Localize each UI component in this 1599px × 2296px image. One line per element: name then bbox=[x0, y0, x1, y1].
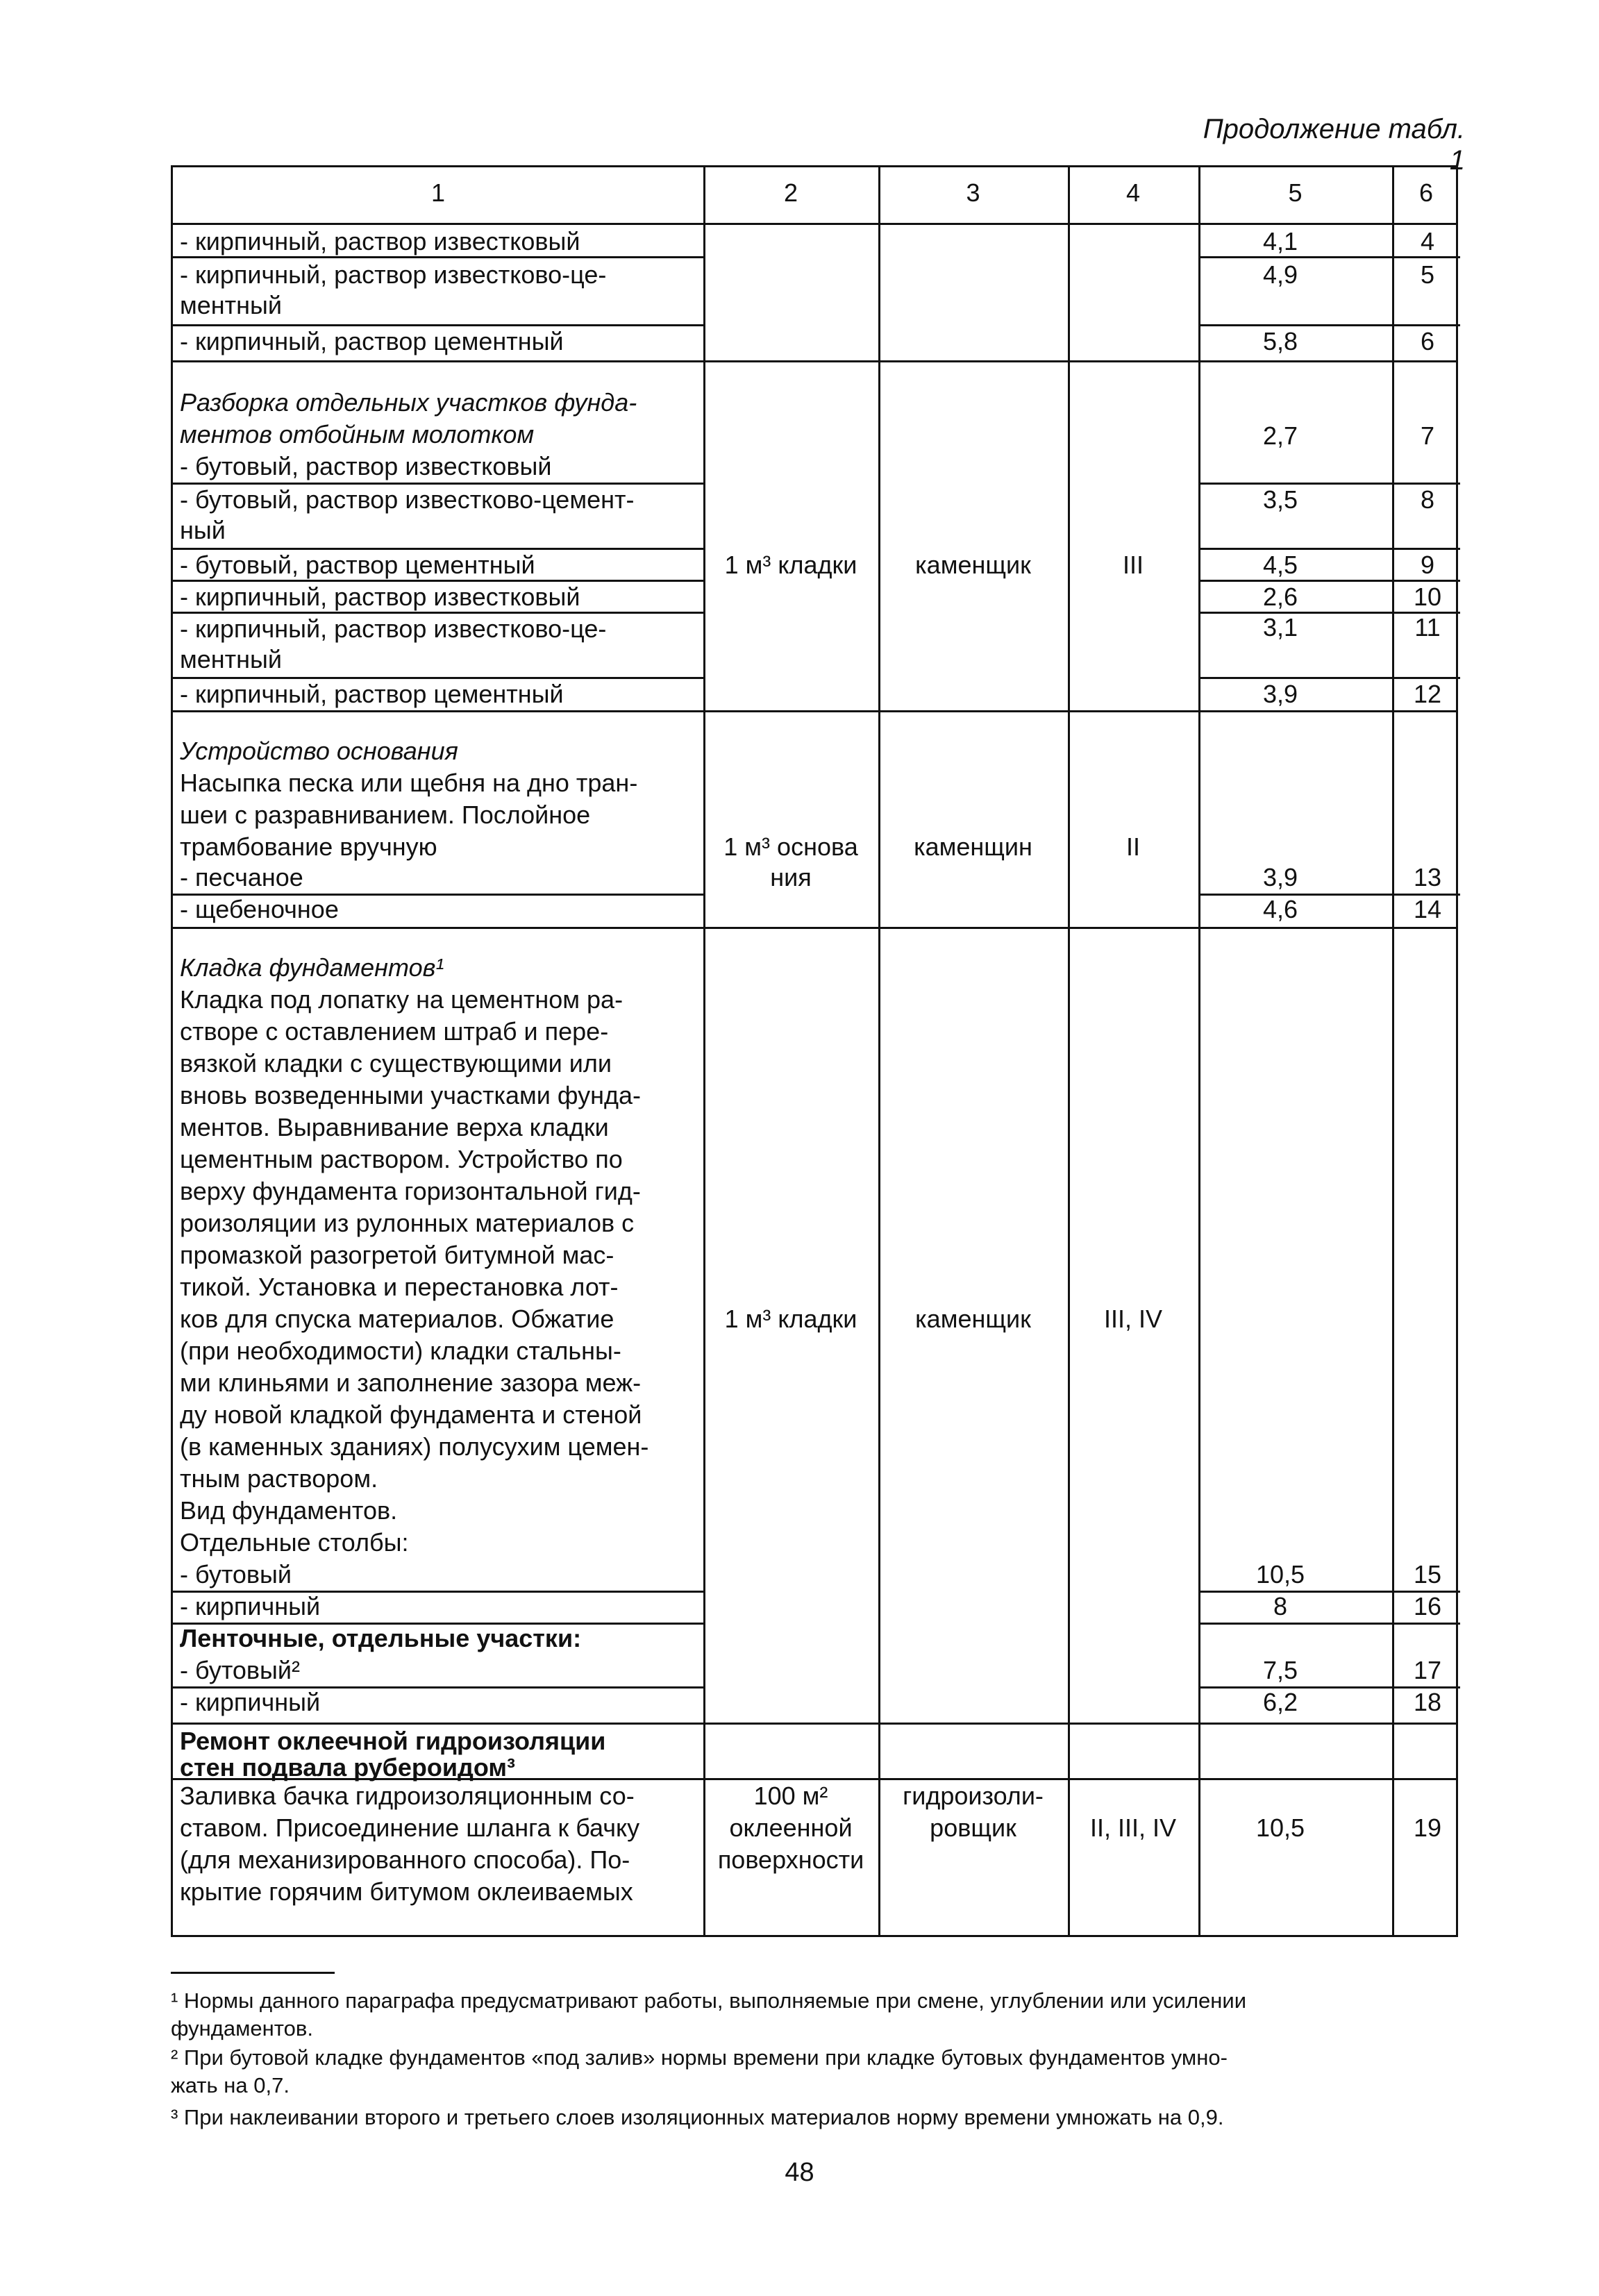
time-norm: 7,5 bbox=[1262, 1656, 1298, 1684]
column-number: 4 bbox=[1125, 178, 1141, 207]
column-divider bbox=[878, 167, 880, 1778]
section-description: вновь возведенными участками фунда- bbox=[180, 1081, 642, 1109]
row-number: 12 bbox=[1413, 680, 1442, 708]
section-description: ду новой кладкой фундамента и стеной bbox=[180, 1400, 642, 1429]
time-norm: 3,9 bbox=[1262, 680, 1298, 708]
column-number: 6 bbox=[1418, 178, 1434, 207]
section-description: створе с оставлением штраб и пере- bbox=[180, 1017, 609, 1046]
unit-of-measure: 1 м³ основа bbox=[723, 832, 858, 861]
column-divider bbox=[1198, 1777, 1200, 1935]
section-description: цементным раствором. Устройство по bbox=[180, 1145, 623, 1173]
footnote-1-continuation: фундаментов. bbox=[171, 2016, 313, 2041]
section-description: Насыпка песка или щебня на дно тран- bbox=[180, 769, 638, 797]
row-label: - кирпичный, раствор известково-це- bbox=[180, 614, 607, 643]
time-norm: 8 bbox=[1273, 1592, 1288, 1620]
row-number: 17 bbox=[1413, 1656, 1442, 1684]
time-norm: 4,1 bbox=[1262, 227, 1298, 255]
unit-of-measure: ния bbox=[770, 863, 812, 891]
section-description: тикой. Установка и перестановка лот- bbox=[180, 1273, 619, 1301]
unit-of-measure: 100 м² bbox=[753, 1782, 828, 1810]
row-label: - кирпичный, раствор известковый bbox=[180, 227, 580, 255]
column-divider bbox=[1198, 167, 1200, 1778]
row-label: - бутовый bbox=[180, 1560, 292, 1589]
row-number: 4 bbox=[1420, 227, 1435, 255]
page-number: 48 bbox=[785, 2158, 814, 2187]
footnote-3: ³ При наклеивании второго и третьего слоев изоляционных материалов норму времени умножать на 0,9. bbox=[171, 2105, 1224, 2129]
row-number: 11 bbox=[1414, 613, 1441, 642]
time-norm: 4,6 bbox=[1262, 895, 1298, 923]
column-number: 3 bbox=[966, 178, 980, 207]
row-label: - щебеночное bbox=[180, 895, 339, 923]
row-number: 10 bbox=[1413, 583, 1442, 611]
row-divider bbox=[173, 256, 703, 258]
row-label: - бутовый² bbox=[180, 1656, 301, 1684]
row-label-continuation: ментный bbox=[180, 291, 283, 319]
row-number: 7 bbox=[1420, 421, 1435, 450]
footnote-separator bbox=[171, 1972, 335, 1974]
section-description: крытие горячим битумом оклеиваемых bbox=[180, 1877, 633, 1906]
row-label-continuation: ментный bbox=[180, 645, 283, 673]
worker-grade: II, III, IV bbox=[1089, 1813, 1177, 1842]
column-divider bbox=[1392, 167, 1394, 1778]
section-description: ков для спуска материалов. Обжатие bbox=[180, 1305, 614, 1333]
unit-of-measure: оклеенной bbox=[729, 1813, 853, 1842]
section-title: Ремонт оклеечной гидроизоляции bbox=[180, 1727, 606, 1755]
row-label: - кирпичный, раствор цементный bbox=[180, 327, 564, 355]
unit-of-measure: поверхности bbox=[717, 1845, 864, 1874]
section-description: ми клиньями и заполнение зазора меж- bbox=[180, 1368, 642, 1397]
row-label: - кирпичный, раствор известково-це- bbox=[180, 260, 607, 289]
section-description: (при необходимости) кладки стальны- bbox=[180, 1336, 621, 1365]
column-divider bbox=[1068, 1777, 1070, 1935]
footnote-2-continuation: жать на 0,7. bbox=[171, 2073, 290, 2097]
group-divider bbox=[173, 360, 1456, 362]
group-divider bbox=[173, 927, 1456, 929]
time-norm: 2,7 bbox=[1262, 421, 1298, 450]
group-divider bbox=[173, 1723, 1456, 1725]
section-description: роизоляции из рулонных материалов с bbox=[180, 1209, 635, 1237]
row-label: - бутовый, раствор известковый bbox=[180, 452, 552, 480]
time-norm: 3,5 bbox=[1262, 485, 1298, 514]
row-divider bbox=[1198, 1623, 1460, 1625]
section-description: ментов. Выравнивание верха кладки bbox=[180, 1113, 609, 1141]
worker-grade: II bbox=[1125, 832, 1140, 861]
section-title: Кладка фундаментов¹ bbox=[180, 953, 444, 982]
column-number: 5 bbox=[1288, 178, 1303, 207]
section-description: (для механизированного способа). По- bbox=[180, 1845, 630, 1874]
section-description: вязкой кладки с существующими или bbox=[180, 1049, 612, 1078]
section-description: Отдельные столбы: bbox=[180, 1528, 409, 1557]
row-number: 13 bbox=[1413, 863, 1442, 891]
row-label-continuation: ный bbox=[180, 516, 226, 544]
time-norm: 10,5 bbox=[1255, 1813, 1305, 1842]
section-description: Заливка бачка гидроизоляционным со- bbox=[180, 1782, 635, 1810]
row-number: 5 bbox=[1420, 260, 1435, 289]
section-title: ментов отбойным молотком bbox=[180, 420, 535, 449]
norms-table-continuation bbox=[171, 1777, 1458, 1937]
footnote-1: ¹ Нормы данного параграфа предусматривают работы, выполняемые при смене, углублении или усилении bbox=[171, 1988, 1247, 2013]
section-description: ставом. Присоединение шланга к бачку bbox=[180, 1813, 640, 1842]
section-description: промазкой разогретой битумной мас- bbox=[180, 1241, 614, 1269]
section-description: (в каменных зданиях) полусухим цемен- bbox=[180, 1432, 649, 1461]
column-number: 2 bbox=[783, 178, 798, 207]
time-norm: 4,5 bbox=[1262, 551, 1298, 579]
footnote-2: ² При бутовой кладке фундаментов «под залив» нормы времени при кладке бутовых фундаментов умно- bbox=[171, 2045, 1228, 2070]
row-number: 15 bbox=[1413, 1560, 1442, 1589]
row-number: 6 bbox=[1420, 327, 1435, 355]
section-description: Кладка под лопатку на цементном ра- bbox=[180, 985, 623, 1014]
time-norm: 10,5 bbox=[1255, 1560, 1305, 1589]
row-divider bbox=[1198, 256, 1460, 258]
section-description: верху фундамента горизонтальной гид- bbox=[180, 1177, 641, 1205]
row-label: - песчаное bbox=[180, 863, 303, 891]
unit-of-measure: 1 м³ кладки bbox=[724, 1305, 857, 1333]
worker-grade: III, IV bbox=[1103, 1305, 1163, 1333]
time-norm: 3,1 bbox=[1262, 613, 1298, 642]
row-label: - бутовый, раствор известково-цемент- bbox=[180, 485, 635, 514]
section-title: Разборка отдельных участков фунда- bbox=[180, 388, 637, 417]
time-norm: 3,9 bbox=[1262, 863, 1298, 891]
worker-profession: гидроизоли- bbox=[903, 1782, 1044, 1810]
header-divider bbox=[173, 223, 1456, 225]
row-label: - бутовый, раствор цементный bbox=[180, 551, 535, 579]
row-label: - кирпичный, раствор цементный bbox=[180, 680, 564, 708]
row-number: 14 bbox=[1413, 895, 1442, 923]
column-divider bbox=[1392, 1777, 1394, 1935]
continuation-caption: Продолжение табл. 1 bbox=[1203, 114, 1465, 176]
row-label: - кирпичный bbox=[180, 1592, 321, 1620]
column-number: 1 bbox=[430, 178, 446, 207]
row-label: - кирпичный bbox=[180, 1688, 321, 1716]
worker-profession: каменщик bbox=[915, 1305, 1031, 1333]
section-description: тным раствором. bbox=[180, 1464, 378, 1493]
row-label: - кирпичный, раствор известковый bbox=[180, 583, 580, 611]
norms-table bbox=[171, 165, 1458, 1780]
time-norm: 4,9 bbox=[1262, 260, 1298, 289]
section-subtitle: Ленточные, отдельные участки: bbox=[180, 1624, 582, 1652]
unit-of-measure: 1 м³ кладки bbox=[724, 551, 857, 579]
section-title: Устройство основания bbox=[180, 737, 458, 765]
time-norm: 6,2 bbox=[1262, 1688, 1298, 1716]
worker-profession: ровщик bbox=[930, 1813, 1016, 1842]
column-divider bbox=[1068, 167, 1070, 1778]
time-norm: 5,8 bbox=[1262, 327, 1298, 355]
row-number: 9 bbox=[1420, 551, 1435, 579]
column-divider bbox=[703, 167, 705, 1778]
section-description: трамбование вручную bbox=[180, 832, 437, 861]
worker-profession: каменщин bbox=[914, 832, 1032, 861]
row-number: 19 bbox=[1413, 1813, 1442, 1842]
section-description: шеи с разравниванием. Послойное bbox=[180, 801, 591, 829]
section-description: Вид фундаментов. bbox=[180, 1496, 398, 1525]
worker-profession: каменщик bbox=[915, 551, 1031, 579]
row-number: 16 bbox=[1413, 1592, 1442, 1620]
section-title: стен подвала рубероидом³ bbox=[180, 1753, 515, 1782]
row-number: 18 bbox=[1413, 1688, 1442, 1716]
group-divider bbox=[173, 710, 1456, 712]
time-norm: 2,6 bbox=[1262, 583, 1298, 611]
row-number: 8 bbox=[1420, 485, 1435, 514]
worker-grade: III bbox=[1122, 551, 1144, 579]
